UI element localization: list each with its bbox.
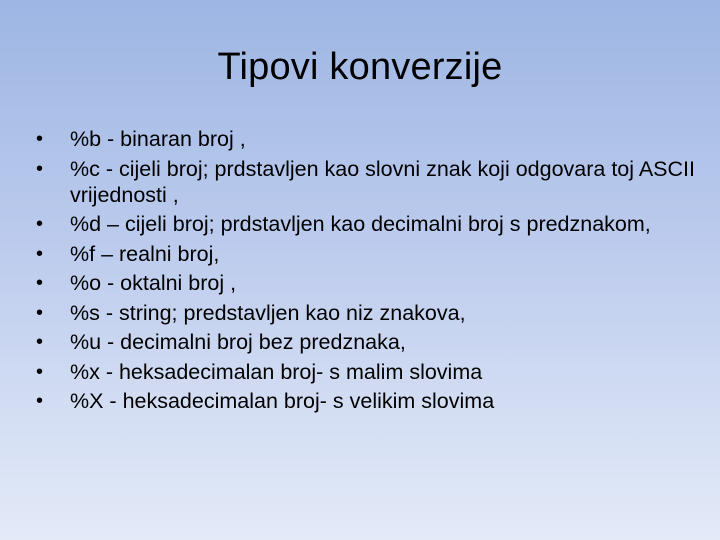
list-item [36,270,696,296]
list-item-text: %x - heksadecimalan broj- s malim slovima [70,359,483,384]
slide-title: Tipovi konverzije [217,46,503,88]
list-item-text: %s - string; predstavljen kao niz znakova, [70,300,466,325]
bullet-dot-icon: • [36,242,44,265]
list-item [36,211,696,237]
list-item-text: %c - cijeli broj; prdstavljen kao slovni znak koji odgovara toj ASCII vrijednosti , [70,156,695,207]
list-item [36,156,696,208]
bullet-dot-icon: • [36,360,44,383]
bullet-dot-icon: • [36,301,44,324]
list-item [36,329,696,355]
bullet-dot-icon: • [36,390,44,412]
bullet-dot-icon: • [36,272,44,294]
bullet-dot-icon: • [36,213,44,235]
list-item-text: %d – cijeli broj; prdstavljen kao decimalni broj s predznakom, [70,212,651,236]
list-item-text: %b - binaran broj , [70,127,246,151]
list-item-text: %u - decimalni broj bez predznaka, [70,330,406,354]
list-item-text: %o - oktalni broj , [70,271,237,295]
list-item [36,388,696,414]
list-item-text: %f – realni broj, [70,241,220,266]
list-item-text: %X - heksadecimalan broj- s velikim slovima [70,389,495,413]
bullet-list [36,126,696,418]
bullet-dot-icon: • [36,331,44,353]
list-item [36,300,696,326]
bullet-dot-icon: • [36,157,44,180]
bullet-dot-icon: • [36,128,44,150]
list-item [36,126,696,152]
list-item [36,359,696,385]
list-item [36,241,696,267]
